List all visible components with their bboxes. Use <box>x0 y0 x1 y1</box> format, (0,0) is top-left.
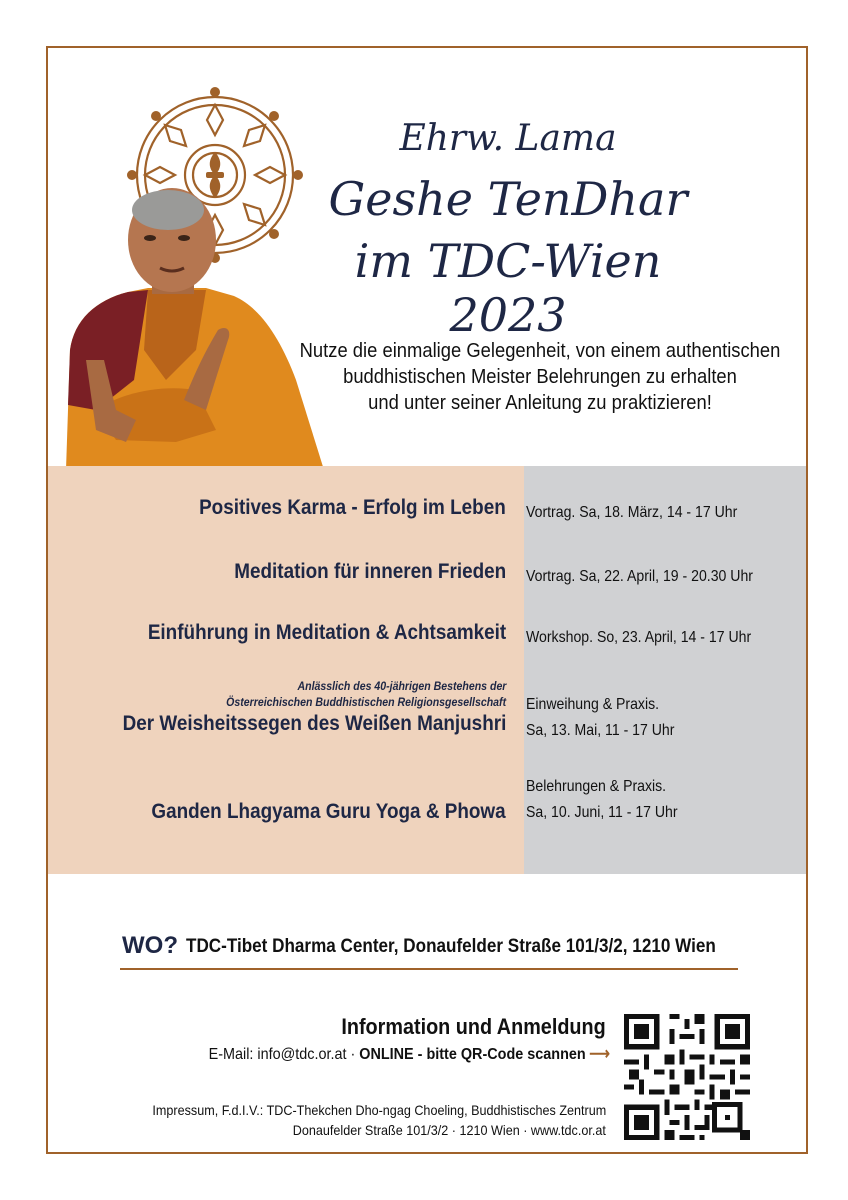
impressum-line: Impressum, F.d.I.V.: TDC-Thekchen Dho-ngag Choeling, Buddhistisches Zentrum <box>152 1102 606 1118</box>
contact-line <box>209 1044 610 1064</box>
event-date: Sa, 10. Juni, 11 - 17 Uhr <box>526 804 678 821</box>
event-note: Anlässlich des 40-jährigen Bestehens der <box>297 679 506 693</box>
intro-line: und unter seiner Anleitung zu praktizieren! <box>368 392 712 414</box>
event-note: Österreichischen Buddhistischen Religionsgesellschaft <box>226 695 506 709</box>
event-date: Sa, 13. Mai, 11 - 17 Uhr <box>526 722 675 739</box>
event-title: Positives Karma - Erfolg im Leben <box>199 496 506 519</box>
location-address: TDC-Tibet Dharma Center, Donaufelder Straße 101/3/2, 1210 Wien <box>186 936 716 957</box>
online-hint: ONLINE - bitte QR-Code scannen <box>359 1046 586 1063</box>
impressum-line: Donaufelder Straße 101/3/2 · 1210 Wien · www.tdc.or.at <box>292 1122 606 1138</box>
title-honorific: Ehrw. Lama <box>399 118 617 159</box>
title-location-year: im TDC-Wien 2023 <box>354 234 662 342</box>
intro-text <box>292 338 789 416</box>
event-date: Belehrungen & Praxis. <box>526 778 667 795</box>
title-teacher-name: Geshe TenDhar <box>328 172 688 226</box>
arrow-right-icon: ⟶ <box>589 1046 610 1063</box>
event-title: Ganden Lhagyama Guru Yoga & Phowa <box>151 800 506 823</box>
event-date: Einweihung & Praxis. <box>526 696 660 713</box>
teacher-photo <box>56 180 326 470</box>
location-row <box>120 932 738 970</box>
intro-line: Nutze die einmalige Gelegenheit, von einem authentischen <box>299 340 781 362</box>
email-link[interactable]: E-Mail: info@tdc.or.at <box>208 1046 347 1063</box>
intro-line: buddhistischen Meister Belehrungen zu erhalten <box>343 366 737 388</box>
event-date: Vortrag. Sa, 18. März, 14 - 17 Uhr <box>526 504 738 521</box>
event-title: Der Weisheitssegen des Weißen Manjushri <box>122 712 506 735</box>
poster-frame <box>46 46 808 1154</box>
location-label: WO? <box>122 932 178 959</box>
event-title: Meditation für inneren Frieden <box>234 560 506 583</box>
event-title: Einführung in Meditation & Achtsamkeit <box>147 621 506 644</box>
schedule-table <box>48 466 808 874</box>
separator: · <box>346 1046 360 1063</box>
info-heading: Information und Anmeldung <box>341 1014 606 1039</box>
event-date: Workshop. So, 23. April, 14 - 17 Uhr <box>526 629 752 646</box>
qr-code[interactable] <box>624 1014 750 1140</box>
event-date: Vortrag. Sa, 22. April, 19 - 20.30 Uhr <box>526 568 753 585</box>
